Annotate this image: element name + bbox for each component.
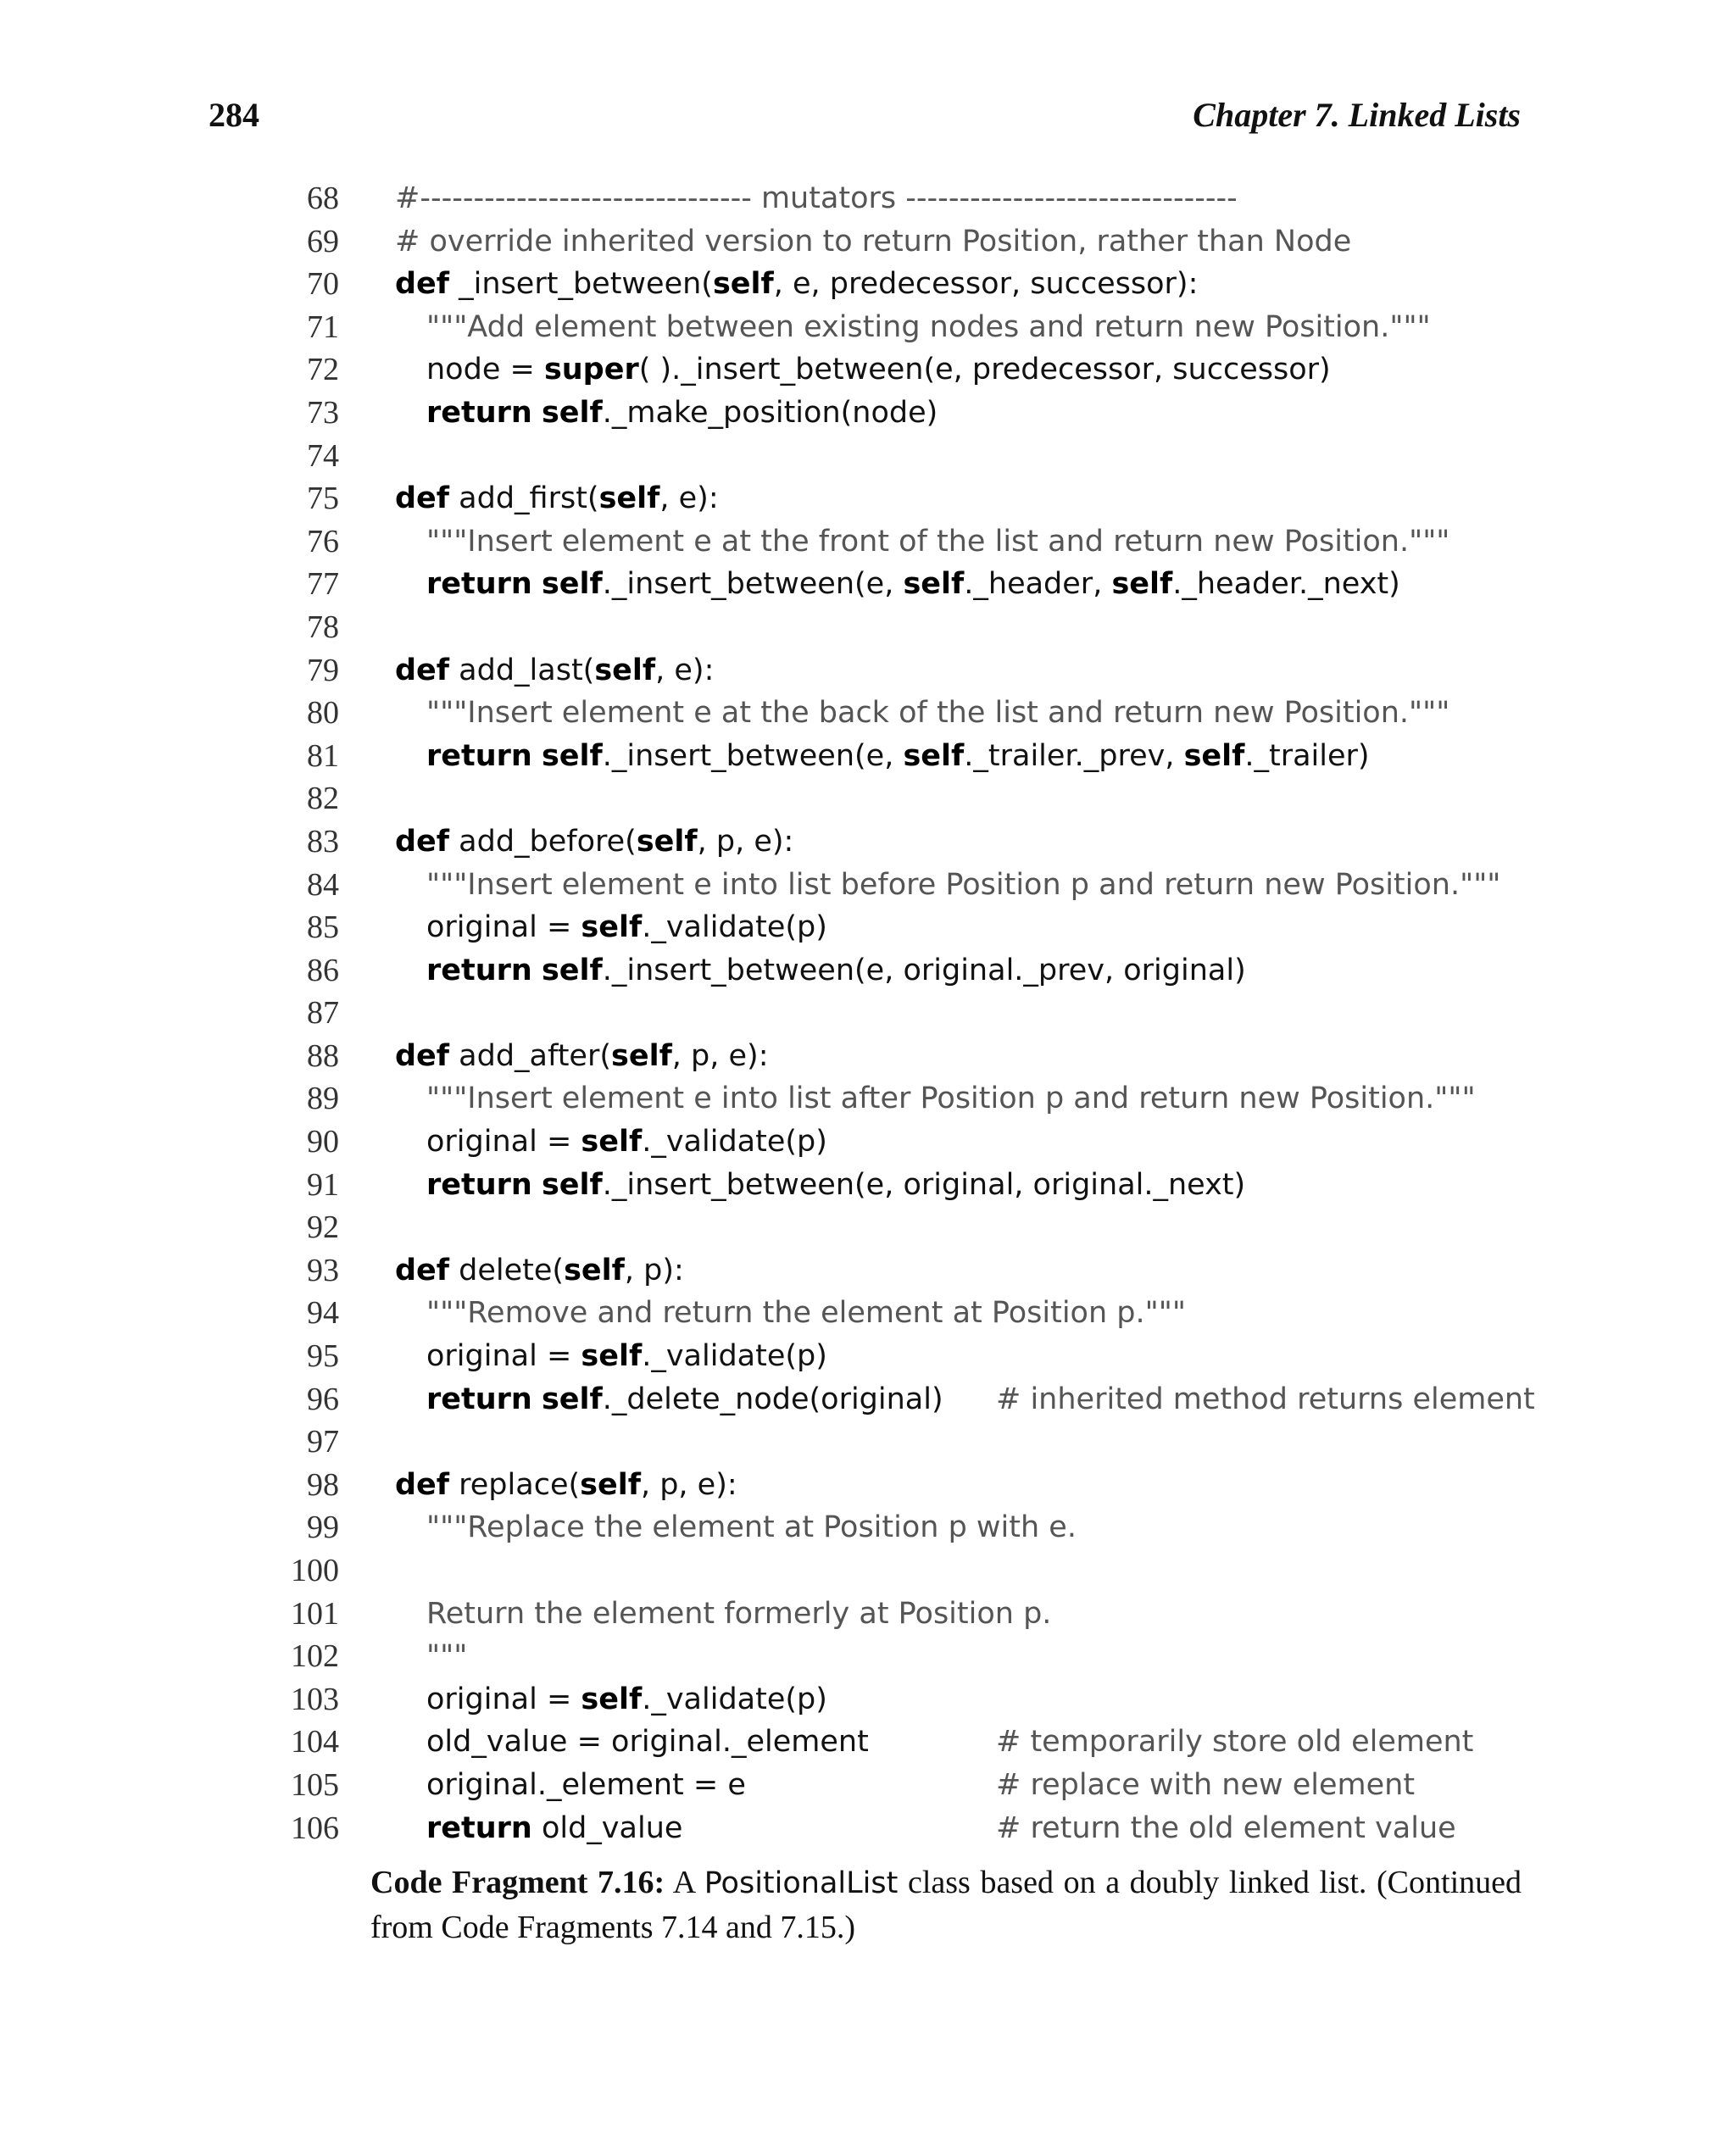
code-keyword: def [395, 653, 450, 687]
code-line [254, 392, 1526, 435]
code-token [532, 954, 542, 987]
code-token: add_last( [449, 653, 595, 687]
code-keyword: self [636, 824, 698, 859]
inline-comment: # return the old element value [996, 1810, 1456, 1845]
code-line [254, 1292, 1526, 1335]
code-keyword: self [581, 1682, 643, 1716]
code-text [395, 1077, 1476, 1121]
code-keyword: def [395, 1038, 450, 1073]
line-number: 71 [307, 309, 339, 345]
code-token: , e): [659, 481, 719, 516]
line-number: 97 [307, 1424, 339, 1460]
code-line [254, 1077, 1526, 1121]
code-text [395, 1249, 684, 1293]
code-text [395, 520, 1449, 564]
code-line [254, 992, 1526, 1035]
code-line [254, 1764, 1526, 1807]
code-line [254, 435, 1526, 478]
code-text [395, 1593, 1051, 1636]
code-keyword: self [598, 481, 660, 516]
page-header [209, 95, 1521, 146]
line-number: 105 [291, 1766, 339, 1803]
line-number: 92 [307, 1210, 339, 1246]
code-token [532, 567, 542, 601]
code-keyword: return [426, 395, 532, 430]
code-token: ._validate(p) [642, 1339, 827, 1374]
line-number: 74 [307, 437, 339, 474]
code-text [395, 1121, 827, 1164]
code-docstring: """Insert element e at the front of the list and return new Position.""" [426, 524, 1450, 559]
code-keyword: self [541, 1167, 603, 1202]
line-number: 80 [307, 695, 339, 731]
code-line [254, 1506, 1526, 1549]
code-docstring: """ [426, 1639, 468, 1674]
code-token: node = [426, 353, 544, 387]
code-docstring: """Add element between existing nodes and return new Position.""" [426, 309, 1431, 344]
code-keyword: return [426, 738, 532, 773]
code-token: add_first( [449, 481, 599, 516]
code-docstring: """Insert element e into list after Position p and return new Position.""" [426, 1082, 1476, 1116]
code-keyword: return [426, 953, 532, 987]
code-keyword: return [426, 1167, 532, 1202]
line-number: 94 [307, 1295, 339, 1332]
code-line [254, 692, 1526, 735]
code-line [254, 949, 1526, 993]
code-text [395, 1635, 467, 1678]
code-keyword: self [541, 1382, 603, 1416]
code-line [254, 263, 1526, 306]
line-number: 100 [291, 1553, 339, 1588]
page-number: 284 [209, 96, 259, 134]
code-token: original._element = e [426, 1767, 746, 1802]
code-keyword: self [1111, 567, 1173, 602]
code-line [254, 1635, 1526, 1678]
code-token: original = [426, 1682, 581, 1716]
code-keyword: self [594, 653, 656, 687]
code-keyword: def [395, 1253, 450, 1287]
code-text [395, 692, 1449, 735]
code-keyword: self [580, 1467, 641, 1502]
code-token: ._insert_between(e, [602, 567, 904, 602]
code-text [395, 177, 1238, 220]
code-text [395, 392, 938, 435]
code-comment: #------------------------------- mutators ------------------------------- [395, 181, 1238, 215]
code-token: _insert_between( [449, 267, 713, 302]
code-keyword: self [1183, 738, 1245, 773]
code-token: ._trailer) [1244, 738, 1370, 773]
code-keyword: self [564, 1253, 625, 1287]
line-number: 103 [291, 1681, 339, 1717]
code-line [254, 177, 1526, 220]
code-keyword: self [581, 1125, 643, 1159]
code-text [395, 1807, 682, 1850]
code-token: ._validate(p) [642, 1125, 827, 1159]
line-number: 73 [307, 394, 339, 431]
code-text [395, 1764, 746, 1807]
code-keyword: def [395, 1467, 450, 1502]
code-line [254, 1678, 1526, 1721]
code-comment: # override inherited version to return Position, rather than Node [395, 224, 1352, 259]
line-number: 76 [307, 523, 339, 559]
code-token: , p, e): [640, 1467, 737, 1502]
code-token: ._insert_between(e, original, original._next) [602, 1167, 1246, 1202]
code-token: , p): [624, 1253, 684, 1287]
code-line [254, 1249, 1526, 1293]
code-token: ( )._insert_between(e, predecessor, successor) [638, 353, 1331, 387]
code-token: ._delete_node(original) [602, 1382, 943, 1416]
code-line [254, 477, 1526, 520]
code-line [254, 1206, 1526, 1249]
code-line [254, 348, 1526, 392]
chapter-title: Chapter 7. Linked Lists [1193, 96, 1521, 134]
caption-text-after: class based on a doubly linked list. (Continued from Code Fragments 7.14 and 7.15.) [370, 1865, 1522, 1945]
code-docstring: """Insert element e into list before Position p and return new Position.""" [426, 867, 1501, 902]
code-text [395, 563, 1400, 606]
code-text [395, 1035, 769, 1078]
code-token: ._insert_between(e, [602, 738, 904, 773]
code-line [254, 777, 1526, 820]
code-line [254, 1593, 1526, 1636]
code-keyword: return [426, 567, 532, 602]
line-number: 104 [291, 1724, 339, 1760]
code-line [254, 864, 1526, 907]
code-keyword: self [581, 1339, 643, 1374]
code-line [254, 220, 1526, 264]
code-token: add_after( [449, 1038, 611, 1073]
code-token: ._header, [964, 567, 1112, 602]
code-text [395, 1464, 737, 1507]
code-line [254, 1035, 1526, 1078]
code-text [395, 949, 1246, 993]
code-fragment-caption [370, 1860, 1522, 1949]
code-docstring: """Insert element e at the back of the list and return new Position.""" [426, 696, 1450, 731]
line-number: 70 [307, 266, 339, 303]
line-number: 72 [307, 352, 339, 388]
code-text [395, 1292, 1186, 1335]
inline-comment: # inherited method returns element [996, 1382, 1535, 1416]
code-token: ._validate(p) [642, 910, 827, 945]
code-line [254, 306, 1526, 349]
code-token: original = [426, 1339, 581, 1374]
code-line [254, 520, 1526, 564]
code-line [254, 1721, 1526, 1764]
code-line [254, 1464, 1526, 1507]
line-number: 88 [307, 1037, 339, 1074]
code-docstring: """Remove and return the element at Position p.""" [426, 1296, 1186, 1331]
code-text [395, 735, 1370, 778]
code-token: ._make_position(node) [602, 395, 938, 430]
line-number: 83 [307, 823, 339, 859]
code-line [254, 1421, 1526, 1464]
line-number: 75 [307, 481, 339, 517]
code-token: replace( [449, 1467, 581, 1502]
code-token: add_before( [449, 824, 637, 859]
code-token: old_value = original._element [426, 1725, 869, 1760]
code-text [395, 820, 793, 864]
line-number: 101 [291, 1595, 339, 1632]
code-text [395, 263, 1198, 306]
code-token: , e): [655, 653, 715, 687]
code-token [532, 396, 542, 430]
code-token: , p, e): [697, 824, 794, 859]
caption-text-before: A [665, 1865, 704, 1900]
line-number: 91 [307, 1166, 339, 1203]
caption-class-name: PositionalList [704, 1866, 899, 1900]
code-text [395, 649, 714, 692]
code-token: ._trailer._prev, [964, 738, 1184, 773]
code-keyword: return [426, 1382, 532, 1416]
code-docstring: """Replace the element at Position p with e. [426, 1510, 1077, 1545]
code-token: old_value [531, 1810, 683, 1845]
code-text [395, 477, 719, 520]
code-listing [254, 177, 1535, 1849]
line-number: 78 [307, 609, 339, 645]
line-number: 96 [307, 1381, 339, 1417]
line-number: 68 [307, 181, 339, 216]
code-line [254, 906, 1526, 949]
code-keyword: self [903, 567, 965, 602]
line-number: 90 [307, 1124, 339, 1160]
code-line [254, 1164, 1526, 1207]
line-number: 85 [307, 909, 339, 946]
code-keyword: self [541, 395, 603, 430]
code-text [395, 220, 1351, 264]
code-keyword: def [395, 481, 450, 516]
code-line [254, 735, 1526, 778]
code-text [395, 1164, 1245, 1207]
line-number: 77 [307, 566, 339, 603]
line-number: 69 [307, 223, 339, 259]
code-text [395, 1678, 827, 1721]
code-text [395, 348, 1331, 392]
code-token: , p, e): [671, 1038, 769, 1073]
code-text [395, 1506, 1077, 1549]
code-keyword: self [541, 738, 603, 773]
caption-label: Code Fragment 7.16: [370, 1865, 665, 1900]
code-keyword: self [712, 267, 774, 302]
code-token: original = [426, 910, 581, 945]
code-line [254, 1378, 1535, 1421]
code-line [254, 649, 1526, 692]
code-line [254, 1335, 1526, 1378]
code-line [254, 1549, 1526, 1593]
inline-comment: # replace with new element [996, 1767, 1416, 1802]
code-token: , e, predecessor, successor): [773, 267, 1199, 302]
code-token: ._header._next) [1172, 567, 1400, 602]
code-line [254, 563, 1526, 606]
code-keyword: def [395, 267, 450, 302]
code-token: ._validate(p) [642, 1682, 827, 1716]
line-number: 106 [291, 1810, 339, 1846]
line-number: 98 [307, 1466, 339, 1503]
code-line [254, 1807, 1526, 1850]
line-number: 82 [307, 781, 339, 817]
code-token [532, 1382, 542, 1416]
code-text [395, 864, 1500, 907]
code-token [532, 739, 542, 773]
line-number: 79 [307, 652, 339, 688]
code-keyword: self [903, 738, 965, 773]
line-number: 84 [307, 866, 339, 903]
code-token: delete( [449, 1253, 565, 1287]
line-number: 95 [307, 1338, 339, 1375]
code-token: original = [426, 1125, 581, 1159]
inline-comment: # temporarily store old element [996, 1725, 1474, 1760]
line-number: 93 [307, 1252, 339, 1288]
code-keyword: def [395, 824, 450, 859]
line-number: 81 [307, 737, 339, 774]
code-keyword: return [426, 1810, 532, 1845]
code-text [395, 1721, 869, 1764]
line-number: 86 [307, 952, 339, 988]
line-number: 87 [307, 995, 339, 1032]
code-line [254, 1121, 1526, 1164]
line-number: 89 [307, 1081, 339, 1117]
code-keyword: self [541, 567, 603, 602]
code-line [254, 606, 1526, 649]
code-keyword: self [611, 1038, 672, 1073]
line-number: 102 [291, 1638, 339, 1675]
code-text [395, 1335, 827, 1378]
code-text [395, 306, 1431, 349]
code-keyword: self [541, 953, 603, 987]
code-text [395, 1378, 943, 1421]
code-docstring: Return the element formerly at Position p. [426, 1596, 1052, 1631]
code-keyword: self [581, 910, 643, 945]
code-token [532, 1168, 542, 1202]
code-token: ._insert_between(e, original._prev, original) [602, 953, 1246, 987]
code-keyword: super [543, 353, 639, 387]
code-line [254, 820, 1526, 864]
line-number: 99 [307, 1510, 339, 1546]
code-text [395, 906, 827, 949]
